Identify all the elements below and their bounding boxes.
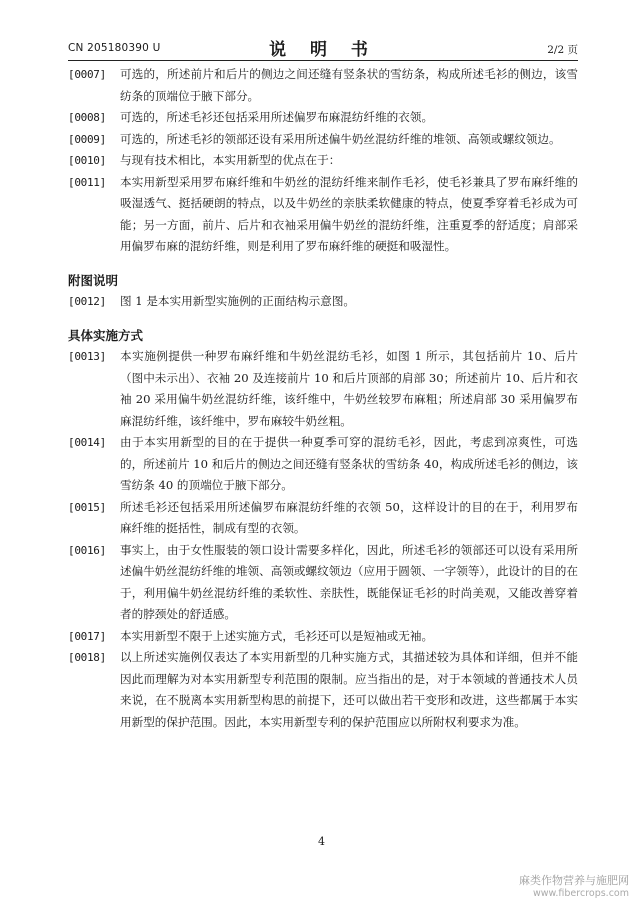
paragraph-0010	[68, 150, 578, 172]
paragraph-number: [0008]	[68, 111, 106, 124]
document-body	[68, 64, 578, 733]
paragraph-text: 本实用新型不限于上述实施方式，毛衫还可以是短袖或无袖。	[120, 628, 434, 643]
paragraph-text: 本实施例提供一种罗布麻纤维和牛奶丝混纺毛衫，如图 1 所示，其包括前片 10、后片（图中未示出）、衣袖 20 及连接前片 10 和后片顶部的肩部 30；所述前片 10、后片和衣袖 20 采用偏牛奶丝混纺纤维，该纤维中，牛奶丝较罗布麻粗；所述肩部 30 采用偏罗布麻混纺纤维，该纤维中，罗布麻较牛奶丝粗。	[120, 349, 578, 428]
paragraph-number: [0017]	[68, 629, 106, 643]
paragraph-number: [0009]	[68, 132, 106, 146]
section-spacer	[68, 313, 578, 325]
paragraph-number: [0013]	[68, 350, 106, 363]
paragraph-number: [0016]	[68, 543, 106, 557]
watermark-url: www.fibercrops.com	[532, 888, 629, 899]
paragraph-0017	[68, 626, 578, 648]
paragraph-text: 由于本实用新型的目的在于提供一种夏季可穿的混纺毛衫，因此，考虑到凉爽性，可选的，所述前片 10 和后片的侧边之间还缝有竖条状的雪纺条 40，构成所述毛衫的侧边，该雪纺条 40 的顶端位于腋下部分。	[120, 435, 578, 492]
paragraph-number: [0012]	[68, 295, 106, 308]
paragraph-0014	[68, 432, 578, 497]
patent-number: CN 205180390 U	[68, 42, 161, 54]
paragraph-0008	[68, 107, 578, 129]
paragraph-text: 本实用新型采用罗布麻纤维和牛奶丝的混纺纤维来制作毛衫，使毛衫兼具了罗布麻纤维的吸湿透气、挺括硬朗的特点，以及牛奶丝的亲肤柔软健康的特点，使夏季穿着毛衫成为可能；另一方面，前片、后片和衣袖采用偏牛奶丝的混纺纤维，注重夏季的舒适度；肩部采用偏罗布麻的混纺纤维，则是利用了罗布麻纤维的硬挺和吸湿性。	[120, 174, 578, 253]
paragraph-0012	[68, 291, 578, 313]
watermark	[519, 874, 629, 900]
paragraph-0011	[68, 172, 578, 258]
paragraph-number: [0014]	[68, 436, 106, 449]
paragraph-0009	[68, 129, 578, 151]
paragraph-0007	[68, 64, 578, 107]
paragraph-number: [0007]	[68, 68, 106, 81]
paragraph-0016	[68, 540, 578, 626]
section-spacer	[68, 258, 578, 270]
paragraph-text: 可选的，所述毛衫的领部还设有采用所述偏牛奶丝混纺纤维的堆领、高领或螺纹领边。	[120, 131, 561, 146]
paragraph-0015	[68, 497, 578, 540]
page-indicator: 2/2 页	[547, 44, 578, 56]
document-title: 说 明 书	[269, 40, 377, 60]
section-heading-embodiment: 具体实施方式	[68, 327, 144, 343]
paragraph-text: 可选的，所述毛衫还包括采用所述偏罗布麻混纺纤维的衣领。	[120, 110, 434, 124]
paragraph-text: 所述毛衫还包括采用所述偏罗布麻混纺纤维的衣领 50，这样设计的目的在于，利用罗布麻纤维的挺括性，制成有型的衣领。	[120, 499, 578, 535]
paragraph-number: [0015]	[68, 500, 106, 514]
paragraph-text: 以上所述实施例仅表达了本实用新型的几种实施方式，其描述较为具体和详细，但并不能因此而理解为对本实用新型专利范围的限制。应当指出的是，对于本领域的普通技术人员来说，在不脱离本实用新型构思的前提下，还可以做出若干变形和改进，这些都属于本实用新型的保护范围。因此，本实用新型专利的保护范围应以所附权利要求为准。	[120, 650, 578, 729]
paragraph-0018	[68, 647, 578, 733]
watermark-site-name: 麻类作物营养与施肥网	[519, 874, 629, 887]
paragraph-text: 可选的，所述前片和后片的侧边之间还缝有竖条状的雪纺条，构成所述毛衫的侧边，该雪纺条的顶端位于腋下部分。	[120, 67, 578, 103]
paragraph-text: 事实上，由于女性服装的领口设计需要多样化，因此，所述毛衫的领部还可以设有采用所述偏牛奶丝混纺纤维的堆领、高领或螺纹领边（应用于圆领、一字领等），此设计的目的在于，利用偏牛奶丝混纺纤维的柔软性、亲肤性，既能保证毛衫的时尚美观，又能改善穿着者的脖颈处的舒适感。	[120, 542, 578, 621]
paragraph-text: 与现有技术相比，本实用新型的优点在于：	[120, 153, 341, 167]
paragraph-number: [0011]	[68, 175, 106, 189]
paragraph-text: 图 1 是本实用新型实施例的正面结构示意图。	[120, 294, 356, 308]
paragraph-0013	[68, 346, 578, 432]
paragraph-number: [0018]	[68, 651, 106, 664]
section-heading-figures: 附图说明	[68, 272, 119, 288]
page-header	[68, 34, 578, 61]
page-number: 4	[318, 835, 325, 848]
paragraph-number: [0010]	[68, 154, 106, 167]
